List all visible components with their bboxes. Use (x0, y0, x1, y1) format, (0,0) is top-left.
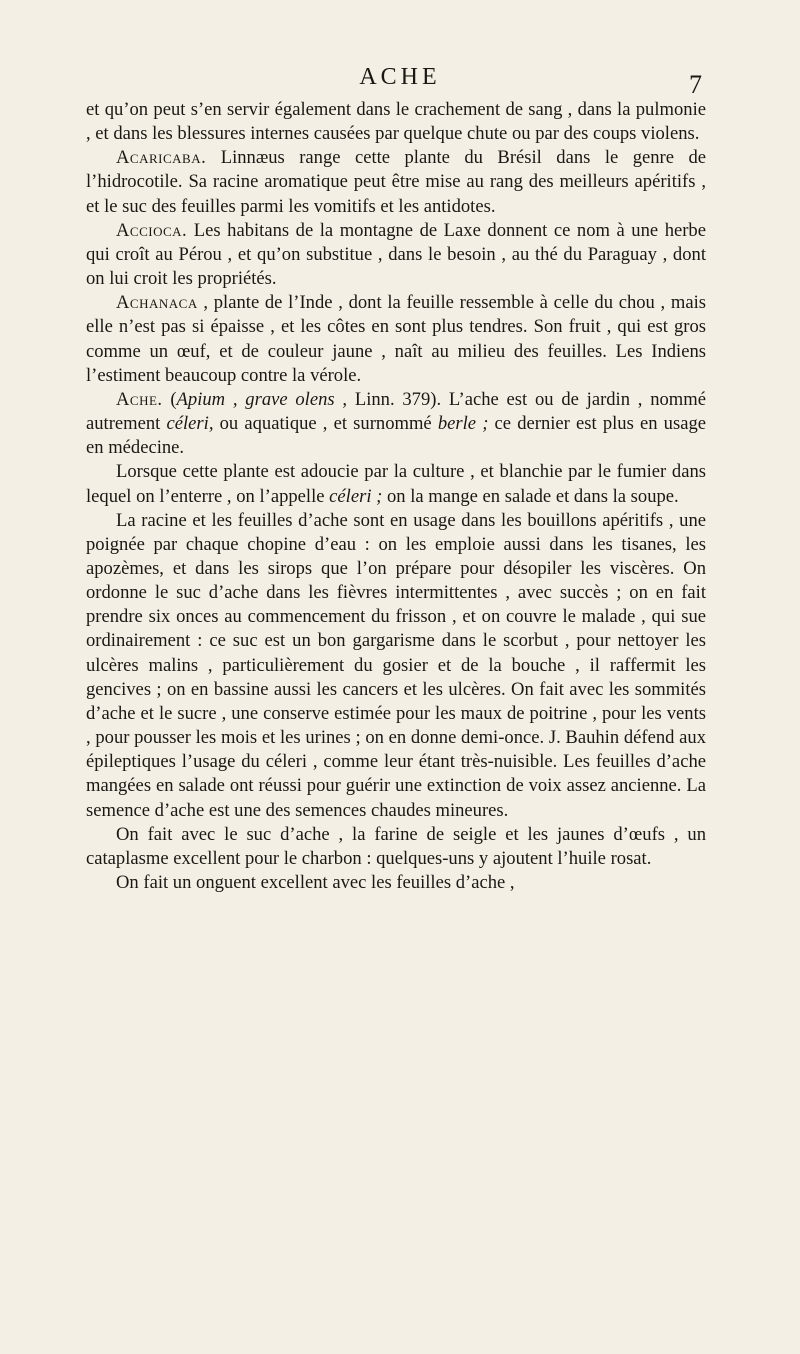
paragraph-cataplasme (86, 823, 706, 871)
paragraph-text: on la mange en salade et dans la soupe. (382, 485, 679, 507)
paragraph-text: et qu’on peut s’en servir également dans le crachement de sang , dans la pulmonie , et dans les blessures internes causées par quelque chute ou par des coups violens. (86, 99, 706, 145)
paragraph-continuation (86, 98, 706, 146)
entry-headword: Ache. (116, 388, 163, 410)
term-celeri: céleri ; (329, 485, 383, 507)
paragraph-culture (86, 460, 706, 508)
entry-text: Linnæus range cette plante du Brésil dans le genre de l’hidrocotile. Sa racine aromatique peut être mise au rang des meilleurs apéritifs , et le suc des feuilles parmi les vomitifs et les antidotes. (86, 147, 706, 217)
latin-name: Apium , grave olens , (176, 388, 348, 410)
paragraph-text: On fait un onguent excellent avec les feuilles d’ache , (116, 872, 515, 893)
page-number: 7 (689, 70, 702, 99)
entry-text: Linn. 379). L’ache est ou de jardin , nommé autrement (86, 388, 706, 435)
paragraph-onguent (86, 871, 706, 895)
entry-text: ( (162, 388, 177, 410)
entry-text: Les habitans de la montagne de Laxe donnent ce nom à une herbe qui croît au Pérou , et qu’on substitue , dans le besoin , au thé du Paraguay , dont on lui croit les propriétés. (86, 219, 706, 290)
entry-headword: Achanaca (116, 292, 198, 314)
paragraph-usages (86, 509, 706, 823)
term-berle: berle ; (437, 413, 489, 435)
entry-achanaca (86, 291, 706, 388)
term-celeri: céleri, (166, 413, 214, 435)
entry-ache (86, 388, 706, 460)
entry-text: , plante de l’Inde , dont la feuille ressemble à celle du chou , mais elle n’est pas si épaisse , et les côtes en sont plus tendres. Son fruit , qui est gros comme un œuf, et de couleur jaune , naît au milieu des feuilles. Les Indiens l’estiment beaucoup contre la vérole. (86, 292, 706, 386)
entry-acaricaba (86, 146, 706, 218)
paragraph-text: Lorsque cette plante est adoucie par la culture , et blanchie par le fumier dans lequel on l’enterre , on l’appelle (86, 461, 706, 507)
page-header (0, 60, 800, 100)
entry-headword: Accioca. (116, 219, 188, 241)
entry-headword: Acaricaba. (116, 147, 207, 169)
entry-text: ce dernier est plus en usage en médecine. (86, 413, 707, 459)
entry-text: ou aquatique , et surnommé (213, 413, 438, 435)
paragraph-text: La racine et les feuilles d’ache sont en usage dans les bouillons apéritifs , une poignée par chaque chopine d’eau : on les emploie aussi dans les tisanes, les apozèmes, et dans les sirops que l’on prépare pour désopiler les viscères. On ordonne le suc d’ache dans les fièvres intermittentes , avec succès ; on en fait prendre six onces au commencement du frisson , et on couvre le malade , qui sue ordinairement : ce suc est un bon gargarisme dans le scorbut , pour nettoyer les ulcères malins , particulièrement du gosier et de la bouche , il raffermit les gencives ; on en bassine aussi les cancers et les ulcères. On fait avec les sommités d’ache et le sucre , une conserve estimée pour les maux de poitrine , pour les vents , pour pousser les mois et les urines ; on en donne demi-once. J. Bauhin défend aux épileptiques l’usage du céleri , comme leur étant très-nuisible. Les feuilles d’ache mangées en salade ont réussi pour guérir une extinction de voix assez ancienne. La semence d’ache est une des semences chaudes mineures. (86, 509, 706, 821)
page-body (86, 98, 706, 895)
running-head: ACHE (359, 64, 441, 90)
entry-accioca (86, 219, 706, 291)
paragraph-text: On fait avec le suc d’ache , la farine de seigle et les jaunes d’œufs , un cataplasme excellent pour le charbon : quelques-uns y ajoutent l’huile rosat. (86, 823, 706, 869)
